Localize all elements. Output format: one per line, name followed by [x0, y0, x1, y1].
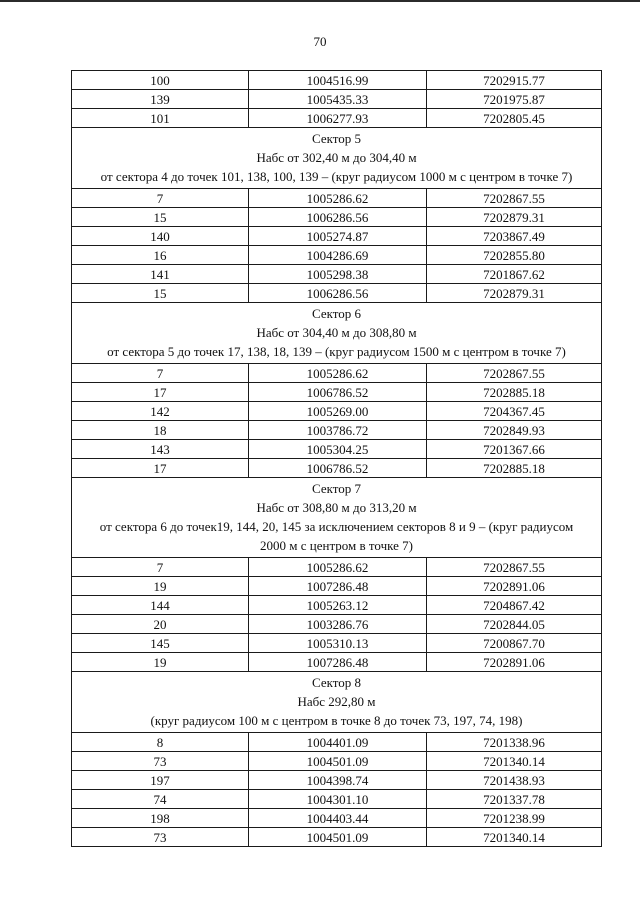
sector-description-line: от сектора 5 до точек 17, 138, 18, 139 – (круг радиусом 1500 м с центром в точке 7) — [107, 344, 566, 359]
table-row — [72, 752, 602, 771]
table-row — [72, 577, 602, 596]
x-coordinate-cell: 1005286.62 — [249, 189, 427, 208]
table-row — [72, 634, 602, 653]
point-number-cell: 73 — [72, 828, 249, 847]
point-number-cell: 142 — [72, 402, 249, 421]
y-coordinate-cell: 7201975.87 — [427, 90, 602, 109]
x-coordinate-cell: 1005435.33 — [249, 90, 427, 109]
sector-description-line: Набс от 304,40 м до 308,80 м — [256, 325, 417, 340]
sector-header-row — [72, 478, 602, 558]
point-number-cell: 16 — [72, 246, 249, 265]
x-coordinate-cell: 1005269.00 — [249, 402, 427, 421]
x-coordinate-cell: 1005274.87 — [249, 227, 427, 246]
table-row — [72, 402, 602, 421]
table-row — [72, 733, 602, 752]
sector-header — [72, 478, 602, 558]
table-row — [72, 790, 602, 809]
x-coordinate-cell: 1006786.52 — [249, 459, 427, 478]
y-coordinate-cell: 7202855.80 — [427, 246, 602, 265]
x-coordinate-cell: 1004286.69 — [249, 246, 427, 265]
table-row — [72, 246, 602, 265]
point-number-cell: 19 — [72, 577, 249, 596]
point-number-cell: 140 — [72, 227, 249, 246]
page-number: 70 — [313, 34, 327, 49]
table-row — [72, 284, 602, 303]
sector-header — [72, 672, 602, 733]
point-number-cell: 145 — [72, 634, 249, 653]
y-coordinate-cell: 7201438.93 — [427, 771, 602, 790]
table-row — [72, 364, 602, 383]
y-coordinate-cell: 7201338.96 — [427, 733, 602, 752]
table-row — [72, 71, 602, 90]
sector-description-line: Набс от 308,80 м до 313,20 м — [256, 500, 417, 515]
y-coordinate-cell: 7201238.99 — [427, 809, 602, 828]
table-row — [72, 596, 602, 615]
point-number-cell: 18 — [72, 421, 249, 440]
x-coordinate-cell: 1004501.09 — [249, 752, 427, 771]
sector-description-line: (круг радиусом 100 м с центром в точке 8 до точек 73, 197, 74, 198) — [150, 713, 523, 728]
y-coordinate-cell: 7202891.06 — [427, 653, 602, 672]
x-coordinate-cell: 1005298.38 — [249, 265, 427, 284]
sector-header-row — [72, 672, 602, 733]
sector-description-line: от сектора 4 до точек 101, 138, 100, 139 – (круг радиусом 1000 м с центром в точке 7) — [100, 169, 573, 184]
x-coordinate-cell: 1004401.09 — [249, 733, 427, 752]
point-number-cell: 74 — [72, 790, 249, 809]
point-number-cell: 139 — [72, 90, 249, 109]
table-row — [72, 383, 602, 402]
x-coordinate-cell: 1003286.76 — [249, 615, 427, 634]
point-number-cell: 73 — [72, 752, 249, 771]
point-number-cell: 19 — [72, 653, 249, 672]
point-number-cell: 101 — [72, 109, 249, 128]
sector-title: Сектор 6 — [311, 306, 361, 321]
point-number-cell: 17 — [72, 459, 249, 478]
x-coordinate-cell: 1006277.93 — [249, 109, 427, 128]
y-coordinate-cell: 7201867.62 — [427, 265, 602, 284]
table-row — [72, 771, 602, 790]
point-number-cell: 198 — [72, 809, 249, 828]
table-row — [72, 828, 602, 847]
point-number-cell: 7 — [72, 189, 249, 208]
y-coordinate-cell: 7202879.31 — [427, 208, 602, 227]
table-row — [72, 109, 602, 128]
table-row — [72, 558, 602, 577]
table-row — [72, 459, 602, 478]
point-number-cell: 15 — [72, 284, 249, 303]
x-coordinate-cell: 1003786.72 — [249, 421, 427, 440]
point-number-cell: 17 — [72, 383, 249, 402]
y-coordinate-cell: 7202867.55 — [427, 364, 602, 383]
table-row — [72, 265, 602, 284]
x-coordinate-cell: 1006286.56 — [249, 284, 427, 303]
coordinates-table — [71, 70, 602, 847]
table-row — [72, 421, 602, 440]
point-number-cell: 8 — [72, 733, 249, 752]
x-coordinate-cell: 1004398.74 — [249, 771, 427, 790]
table-row — [72, 809, 602, 828]
sector-title: Сектор 8 — [311, 675, 361, 690]
y-coordinate-cell: 7202849.93 — [427, 421, 602, 440]
sector-description-line: Набс 292,80 м — [297, 694, 376, 709]
y-coordinate-cell: 7202867.55 — [427, 558, 602, 577]
y-coordinate-cell: 7204367.45 — [427, 402, 602, 421]
sector-header-row — [72, 303, 602, 364]
point-number-cell: 7 — [72, 558, 249, 577]
x-coordinate-cell: 1004403.44 — [249, 809, 427, 828]
x-coordinate-cell: 1005286.62 — [249, 558, 427, 577]
y-coordinate-cell: 7202915.77 — [427, 71, 602, 90]
y-coordinate-cell: 7202844.05 — [427, 615, 602, 634]
y-coordinate-cell: 7201337.78 — [427, 790, 602, 809]
table-row — [72, 653, 602, 672]
x-coordinate-cell: 1006286.56 — [249, 208, 427, 227]
y-coordinate-cell: 7201367.66 — [427, 440, 602, 459]
point-number-cell: 141 — [72, 265, 249, 284]
y-coordinate-cell: 7201340.14 — [427, 752, 602, 771]
table-row — [72, 208, 602, 227]
sector-header — [72, 303, 602, 364]
x-coordinate-cell: 1004501.09 — [249, 828, 427, 847]
x-coordinate-cell: 1005310.13 — [249, 634, 427, 653]
y-coordinate-cell: 7202867.55 — [427, 189, 602, 208]
x-coordinate-cell: 1004516.99 — [249, 71, 427, 90]
y-coordinate-cell: 7204867.42 — [427, 596, 602, 615]
point-number-cell: 7 — [72, 364, 249, 383]
table-row — [72, 440, 602, 459]
x-coordinate-cell: 1005286.62 — [249, 364, 427, 383]
y-coordinate-cell: 7202885.18 — [427, 459, 602, 478]
sector-description-line: Набс от 302,40 м до 304,40 м — [256, 150, 417, 165]
x-coordinate-cell: 1005263.12 — [249, 596, 427, 615]
y-coordinate-cell: 7202885.18 — [427, 383, 602, 402]
point-number-cell: 143 — [72, 440, 249, 459]
table-row — [72, 227, 602, 246]
x-coordinate-cell: 1004301.10 — [249, 790, 427, 809]
table-row — [72, 189, 602, 208]
sector-title: Сектор 5 — [311, 131, 361, 146]
table-row — [72, 615, 602, 634]
sector-header — [72, 128, 602, 189]
x-coordinate-cell: 1005304.25 — [249, 440, 427, 459]
point-number-cell: 20 — [72, 615, 249, 634]
x-coordinate-cell: 1007286.48 — [249, 653, 427, 672]
sector-header-row — [72, 128, 602, 189]
sector-title: Сектор 7 — [311, 481, 361, 496]
point-number-cell: 144 — [72, 596, 249, 615]
y-coordinate-cell: 7201340.14 — [427, 828, 602, 847]
point-number-cell: 15 — [72, 208, 249, 227]
y-coordinate-cell: 7202805.45 — [427, 109, 602, 128]
sector-description-line: от сектора 6 до точек19, 144, 20, 145 за исключением секторов 8 и 9 – (круг радиусом — [99, 519, 574, 534]
top-border-line — [0, 0, 640, 2]
y-coordinate-cell: 7202879.31 — [427, 284, 602, 303]
point-number-cell: 100 — [72, 71, 249, 90]
y-coordinate-cell: 7203867.49 — [427, 227, 602, 246]
point-number-cell: 197 — [72, 771, 249, 790]
sector-description-line: 2000 м с центром в точке 7) — [260, 538, 413, 553]
x-coordinate-cell: 1006786.52 — [249, 383, 427, 402]
table-row — [72, 90, 602, 109]
y-coordinate-cell: 7200867.70 — [427, 634, 602, 653]
coordinates-table-body — [72, 71, 602, 847]
x-coordinate-cell: 1007286.48 — [249, 577, 427, 596]
y-coordinate-cell: 7202891.06 — [427, 577, 602, 596]
